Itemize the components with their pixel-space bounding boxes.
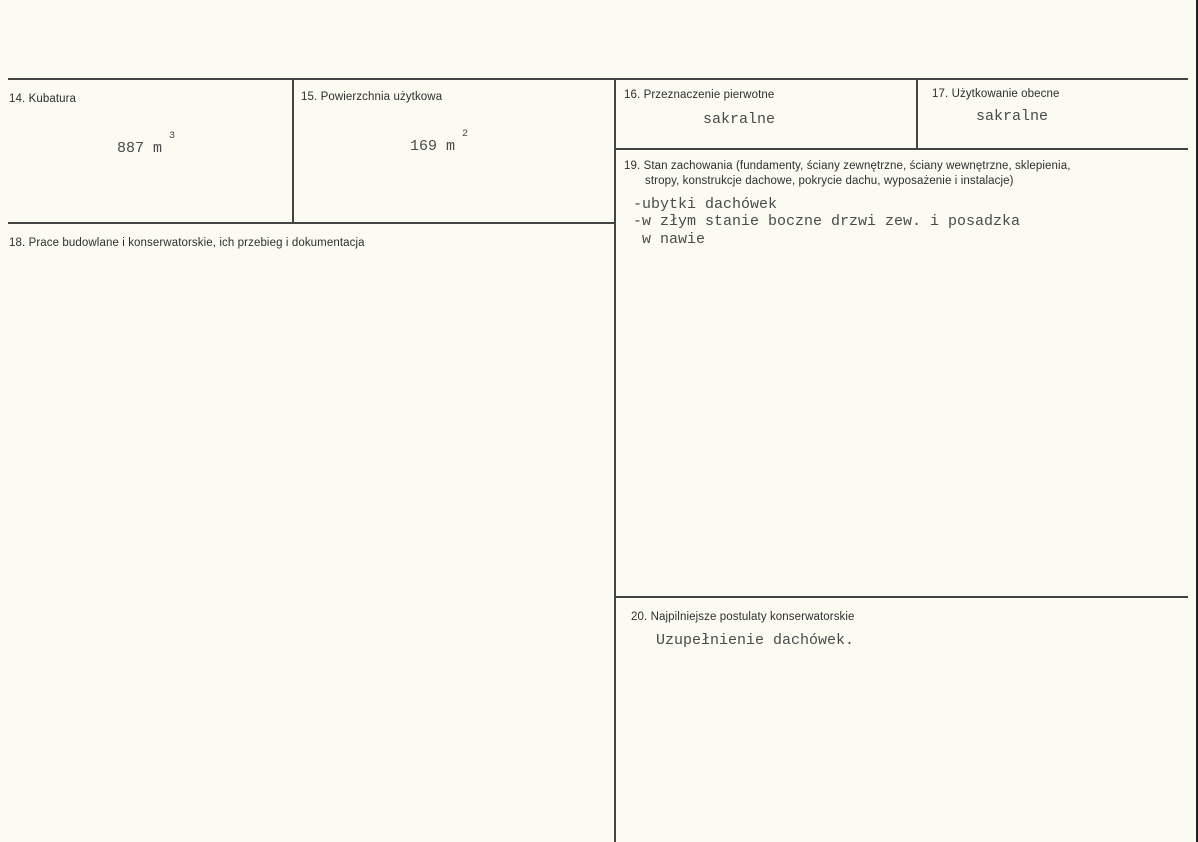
divider-16-17	[916, 79, 918, 149]
divider-main	[614, 79, 616, 842]
field-19-label-line-1: 19. Stan zachowania (fundamenty, ściany zewnętrzne, ściany wewnętrzne, sklepienia,	[624, 160, 1071, 172]
divider-14-15	[292, 79, 294, 223]
field-20-value: Uzupełnienie dachówek.	[656, 632, 855, 649]
field-15-label: 15. Powierzchnia użytkowa	[301, 91, 443, 103]
field-14-value: 887 m	[117, 140, 163, 157]
rule-under-16-17	[614, 148, 1188, 150]
top-rule	[8, 78, 1188, 80]
field-19-line-2: -w złym stanie boczne drzwi zew. i posadzka	[633, 213, 1021, 230]
field-15-exponent: 2	[462, 129, 469, 140]
field-17-label: 17. Użytkowanie obecne	[932, 88, 1060, 100]
field-19-line-1: -ubytki dachówek	[633, 196, 778, 213]
field-20-label: 20. Najpilniejsze postulaty konserwatorskie	[631, 611, 855, 623]
field-17-value: sakralne	[976, 108, 1049, 125]
field-15-value: 169 m	[410, 138, 456, 155]
rule-above-20	[614, 596, 1188, 598]
field-14-label: 14. Kubatura	[9, 93, 77, 105]
field-16-label: 16. Przeznaczenie pierwotne	[624, 89, 775, 101]
rule-under-14-15	[8, 222, 616, 224]
field-18-label: 18. Prace budowlane i konserwatorskie, ich przebieg i dokumentacja	[9, 237, 365, 249]
field-19-label-line-2: stropy, konstrukcje dachowe, pokrycie dachu, wyposażenie i instalacje)	[645, 175, 1014, 187]
field-14-exponent: 3	[169, 131, 176, 142]
field-19-line-3: w nawie	[633, 231, 706, 248]
field-16-value: sakralne	[703, 111, 776, 128]
